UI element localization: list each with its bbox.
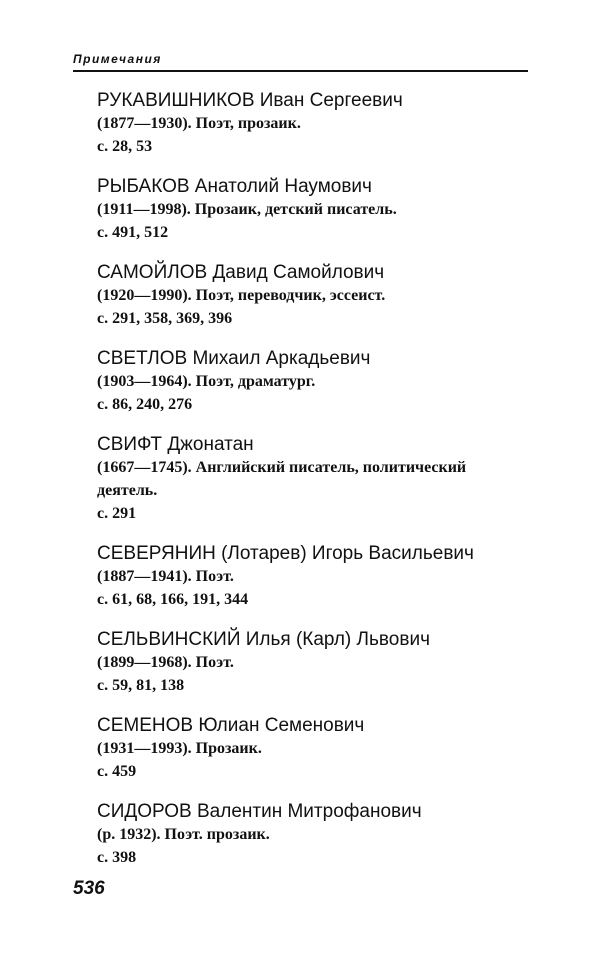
index-entries	[97, 89, 537, 886]
entry-pages: с. 291, 358, 369, 396	[97, 310, 233, 327]
entry-bio: (1667—1745). Английский писатель, политический деятель.	[97, 459, 467, 499]
entry-bio: (1877—1930). Поэт, прозаик.	[97, 115, 301, 132]
header-rule	[73, 70, 528, 72]
entry-bio: (1911—1998). Прозаик, детский писатель.	[97, 201, 397, 218]
entry-name: СИДОРОВ Валентин Митрофанович	[97, 801, 422, 822]
entry-name: РЫБАКОВ Анатолий Наумович	[97, 176, 372, 197]
entry-bio: (р. 1932). Поэт. прозаик.	[97, 826, 270, 843]
entry-pages: с. 28, 53	[97, 138, 153, 155]
entry-name: СВИФТ Джонатан	[97, 434, 254, 455]
entry-name: СВЕТЛОВ Михаил Аркадьевич	[97, 348, 371, 369]
entry-pages: с. 398	[97, 849, 137, 866]
entry-pages: с. 491, 512	[97, 224, 169, 241]
entry-bio: (1887—1941). Поэт.	[97, 568, 234, 585]
entry-pages: с. 86, 240, 276	[97, 396, 193, 413]
index-entry	[97, 628, 537, 697]
index-entry	[97, 261, 537, 330]
index-entry	[97, 175, 537, 244]
entry-pages: с. 61, 68, 166, 191, 344	[97, 591, 249, 608]
entry-bio: (1931—1993). Прозаик.	[97, 740, 262, 757]
entry-pages: с. 459	[97, 763, 137, 780]
index-entry	[97, 347, 537, 416]
page-number: 536	[73, 878, 105, 899]
running-header: Примечания	[73, 52, 162, 66]
entry-bio: (1899—1968). Поэт.	[97, 654, 234, 671]
entry-pages: с. 59, 81, 138	[97, 677, 185, 694]
entry-name: СЕЛЬВИНСКИЙ Илья (Карл) Львович	[97, 629, 430, 650]
index-entry	[97, 89, 537, 158]
entry-name: СЕВЕРЯНИН (Лотарев) Игорь Васильевич	[97, 543, 474, 564]
entry-name: САМОЙЛОВ Давид Самойлович	[97, 262, 385, 283]
entry-name: СЕМЕНОВ Юлиан Семенович	[97, 715, 365, 736]
entry-bio: (1903—1964). Поэт, драматург.	[97, 373, 316, 390]
entry-bio: (1920—1990). Поэт, переводчик, эссеист.	[97, 287, 386, 304]
index-entry	[97, 542, 537, 611]
index-entry	[97, 714, 537, 783]
entry-name: РУКАВИШНИКОВ Иван Сергеевич	[97, 90, 403, 111]
entry-pages: с. 291	[97, 505, 137, 522]
index-entry	[97, 800, 537, 869]
index-entry	[97, 433, 537, 525]
